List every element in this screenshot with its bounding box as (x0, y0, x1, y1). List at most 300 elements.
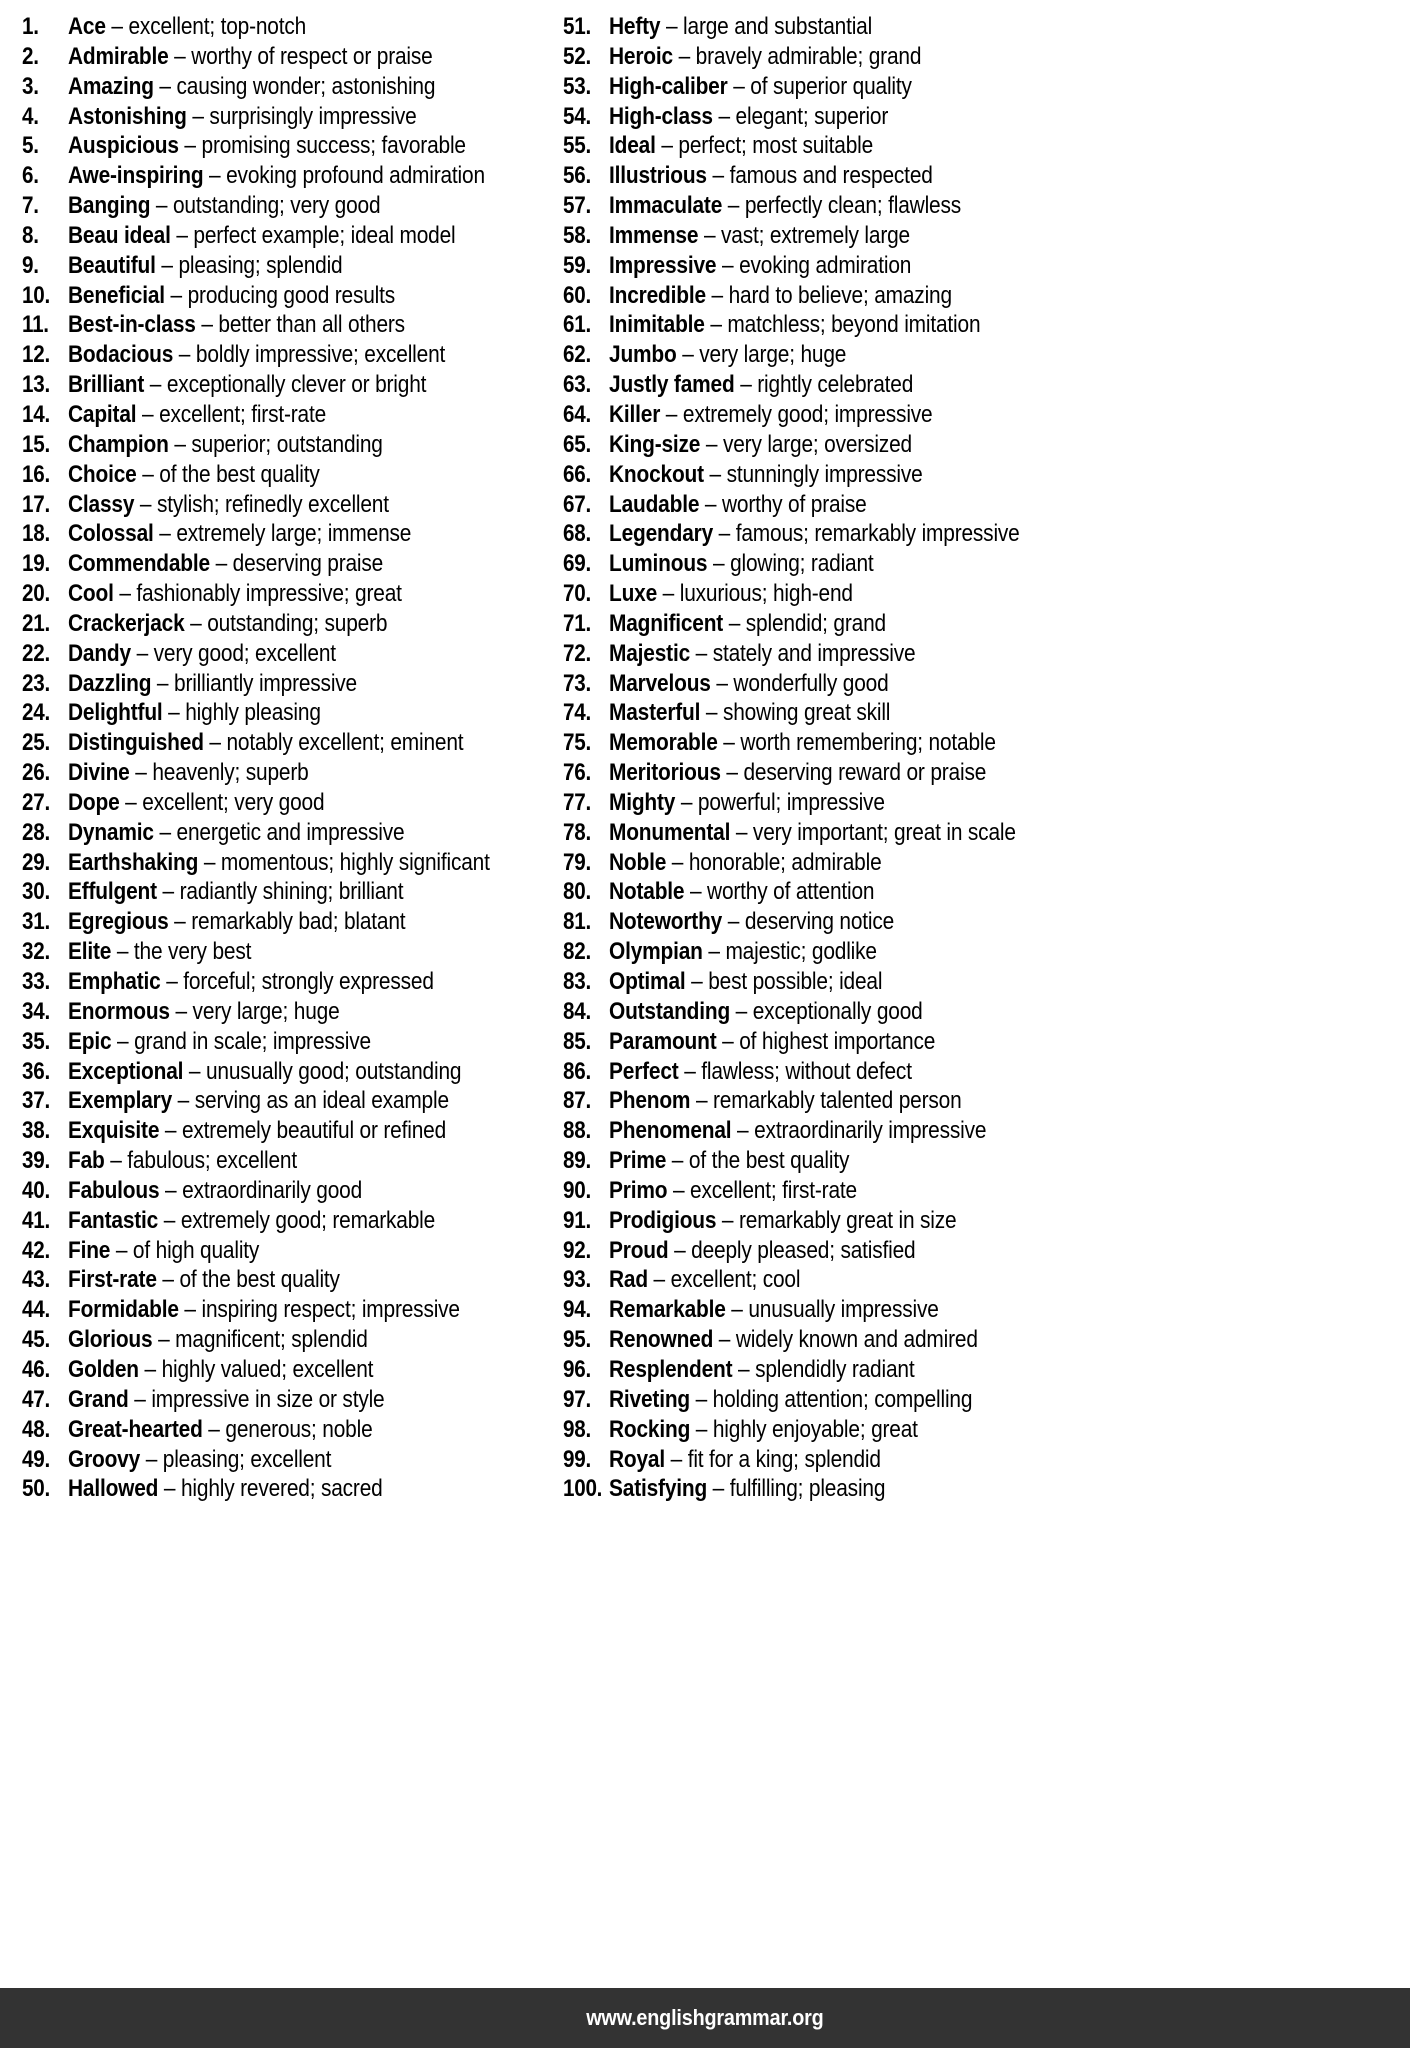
word-list-item-definition: pleasing; splendid (178, 251, 343, 279)
word-list-item-term: Dandy (68, 639, 131, 667)
word-list-item-definition: showing great skill (722, 699, 891, 727)
word-list-item (563, 1385, 1410, 1415)
word-list-item-body (609, 818, 1016, 848)
word-list-item-body (609, 281, 952, 311)
word-list-item-term: Emphatic (68, 968, 161, 995)
word-list-item-number: 93. (563, 1266, 591, 1294)
word-list-item-number: 83. (563, 968, 591, 995)
word-list-item (22, 191, 545, 221)
word-list-item-separator: – (168, 430, 192, 458)
word-list-item-body (68, 310, 405, 340)
word-list-item (563, 698, 1410, 728)
word-list-item-body (609, 72, 912, 102)
word-list-item-definition: highly valued; excellent (161, 1355, 374, 1383)
word-list-item-separator: – (105, 13, 129, 40)
word-list-item-definition: stunningly impressive (726, 460, 923, 488)
word-list-item-definition: splendidly radiant (755, 1355, 915, 1383)
word-list-item-term: Dynamic (68, 818, 154, 846)
word-list-item-number: 18. (22, 520, 50, 548)
word-list-item-term: Egregious (68, 908, 169, 936)
word-list-item (22, 490, 545, 520)
word-list-item-term: Outstanding (609, 997, 731, 1025)
word-list-item-body (609, 1325, 978, 1355)
word-list-item-term: Luxe (609, 580, 658, 608)
word-list-item-body (68, 1325, 368, 1355)
word-list-item-number: 59. (563, 251, 591, 279)
word-list-item-term: Exquisite (68, 1117, 160, 1145)
word-list-item-term: Satisfying (609, 1475, 708, 1503)
word-list-item (563, 490, 1410, 520)
word-list-item-definition: deeply pleased; satisfied (691, 1236, 916, 1264)
word-list-item-definition: vast; extremely large (721, 221, 910, 249)
word-list-item (563, 400, 1410, 430)
word-list-item-definition: producing good results (187, 281, 396, 309)
word-list-item-definition: majestic; godlike (725, 938, 877, 966)
word-list-item-term: Phenomenal (609, 1117, 732, 1145)
word-list-item-number: 27. (22, 788, 50, 816)
word-list-item (563, 1146, 1410, 1176)
word-list-item (22, 609, 545, 639)
word-list-item (22, 758, 545, 788)
word-list-item-body (609, 639, 915, 669)
word-list-item (22, 1206, 545, 1236)
word-list-item-definition: worthy of praise (721, 490, 867, 518)
word-list-item-separator: – (700, 699, 723, 727)
word-list-item-body (609, 1385, 972, 1415)
word-list-item-term: Beau ideal (68, 221, 171, 249)
word-list-item-body (609, 42, 921, 72)
word-list-item-definition: radiantly shining; brilliant (179, 878, 404, 906)
word-list-item-definition: stylish; refinedly excellent (156, 490, 389, 518)
word-list-item (22, 1295, 545, 1325)
word-list-item-body (609, 997, 923, 1027)
word-list-item-separator: – (704, 311, 728, 339)
word-list-item-number: 60. (563, 281, 591, 309)
word-list-item-term: Justly famed (609, 371, 735, 399)
word-list-item-body (68, 102, 417, 132)
word-list-item-number: 73. (563, 669, 591, 697)
word-list-item-number: 94. (563, 1296, 591, 1324)
word-list-item (563, 1116, 1410, 1146)
word-list-item-body (68, 281, 395, 311)
word-list-item-definition: excellent; cool (670, 1266, 801, 1294)
word-list-item (563, 1086, 1410, 1116)
word-list-item (563, 1176, 1410, 1206)
word-list-item-separator: – (685, 968, 709, 995)
word-list-item-separator: – (198, 848, 221, 876)
word-list-item-separator: – (110, 1236, 133, 1264)
word-list-item-number: 3. (22, 72, 39, 100)
word-list-item-term: Remarkable (609, 1296, 726, 1324)
word-list-item-body (609, 519, 1020, 549)
word-list-item-definition: generous; noble (225, 1415, 373, 1443)
word-list-item-separator: – (130, 639, 154, 667)
word-list-item-definition: flawless; without defect (701, 1057, 912, 1085)
word-list-item-definition: forceful; strongly expressed (183, 968, 434, 995)
word-list-item-separator: – (690, 639, 713, 667)
word-list-item (22, 997, 545, 1027)
word-list-item-definition: holding attention; compelling (712, 1385, 973, 1413)
word-list-item-separator: – (134, 490, 157, 518)
word-list-item-separator: – (158, 1206, 181, 1234)
word-list-item-separator: – (140, 1445, 163, 1473)
word-list-item-body (68, 191, 380, 221)
word-list-item-body (68, 698, 321, 728)
word-list-item-separator: – (690, 1087, 714, 1115)
word-list-item-separator: – (111, 1027, 135, 1055)
word-list-item-definition: surprisingly impressive (209, 102, 417, 130)
word-list-item-term: Fine (68, 1236, 111, 1264)
word-list-item-term: Meritorious (609, 759, 721, 787)
word-list-item-definition: very good; excellent (153, 639, 336, 667)
word-list-item-separator: – (184, 609, 208, 637)
word-list-item-definition: fit for a king; splendid (687, 1445, 881, 1473)
word-list-item-definition: brilliantly impressive (174, 669, 357, 697)
word-list-item (22, 221, 545, 251)
word-list-item-term: Champion (68, 430, 169, 458)
word-list-item-number: 49. (22, 1445, 50, 1473)
word-list-item (563, 1415, 1410, 1445)
word-list-item-number: 88. (563, 1117, 591, 1145)
word-list-item-separator: – (684, 878, 708, 906)
word-list-item-body (68, 907, 405, 937)
word-list-item-number: 67. (563, 490, 591, 518)
word-list-item-number: 75. (563, 729, 591, 757)
word-list-item-term: Masterful (609, 699, 701, 727)
word-list-item-term: Optimal (609, 968, 686, 995)
word-list-item-definition: excellent; first-rate (690, 1176, 857, 1204)
word-list-item-term: Notable (609, 878, 685, 906)
word-list-item-body (68, 818, 404, 848)
word-list-item-body (68, 1474, 383, 1504)
word-list-item-separator: – (731, 1117, 755, 1145)
word-list-item-definition: of the best quality (159, 460, 320, 488)
word-list-item (22, 818, 545, 848)
word-list-item-separator: – (655, 132, 679, 160)
word-list-item (563, 340, 1410, 370)
word-list-item-term: Best-in-class (68, 311, 196, 339)
word-list-item-separator: – (700, 430, 723, 458)
word-list-item-term: Jumbo (609, 341, 677, 369)
word-list-item-number: 20. (22, 580, 50, 608)
word-list-item-separator: – (657, 580, 680, 608)
word-list-item-definition: deserving notice (744, 908, 895, 936)
word-list-item-number: 62. (563, 341, 591, 369)
word-list-item (22, 967, 545, 997)
word-list-item-term: Divine (68, 759, 130, 787)
word-list-item-definition: of the best quality (688, 1147, 850, 1175)
word-list-item-body (609, 669, 889, 699)
word-list-item-number: 57. (563, 192, 591, 220)
word-list-item (22, 698, 545, 728)
word-list-item-number: 85. (563, 1027, 591, 1055)
word-list-item-number: 70. (563, 580, 591, 608)
word-list-item-definition: deserving reward or praise (743, 759, 987, 787)
word-list-item-definition: remarkably talented person (713, 1087, 962, 1115)
word-list-item-separator: – (690, 1415, 713, 1443)
word-list-item-definition: hard to believe; amazing (728, 281, 952, 309)
word-list-item-separator: – (660, 13, 684, 40)
word-list-item (563, 460, 1410, 490)
word-list-item (22, 251, 545, 281)
word-list-item-term: First-rate (68, 1266, 157, 1294)
word-list-item-separator: – (667, 1176, 691, 1204)
word-list-item-term: Effulgent (68, 878, 157, 906)
word-list-item-number: 15. (22, 430, 50, 458)
word-list-item-number: 81. (563, 908, 591, 936)
word-list-item (563, 1057, 1410, 1087)
word-list-item (563, 997, 1410, 1027)
word-list-item-number: 58. (563, 221, 591, 249)
word-list-item-separator: – (722, 908, 745, 936)
word-list-item-number: 13. (22, 371, 50, 399)
word-list-item-number: 32. (22, 938, 50, 966)
word-list-item-term: Hallowed (68, 1475, 159, 1503)
word-list-item-term: Formidable (68, 1296, 179, 1324)
word-list-item-body (68, 758, 309, 788)
word-list-item-number: 45. (22, 1326, 50, 1354)
word-list-item-definition: famous and respected (729, 162, 933, 190)
word-list-item-separator: – (730, 997, 753, 1025)
word-list-item-number: 64. (563, 400, 591, 428)
word-list-item-body (609, 251, 911, 281)
word-list-item (22, 1176, 545, 1206)
word-list-item-definition: excellent; first-rate (159, 400, 327, 428)
word-list-item-separator: – (678, 1057, 702, 1085)
word-list-item-definition: exceptionally clever or bright (166, 371, 427, 399)
word-list-item-body (609, 490, 867, 520)
word-list-item-term: Legendary (609, 520, 714, 548)
word-list-item-definition: grand in scale; impressive (134, 1027, 371, 1055)
word-list-item (22, 669, 545, 699)
word-list-item-definition: worthy of respect or praise (191, 42, 433, 70)
word-list-item-body (68, 340, 445, 370)
word-list-item-term: Prime (609, 1147, 667, 1175)
word-list-item-number: 84. (563, 997, 591, 1025)
word-list-item-definition: extremely good; impressive (682, 400, 933, 428)
word-list-item-separator: – (672, 42, 696, 70)
word-list-item-body (609, 102, 888, 132)
word-list-item-separator: – (159, 1176, 183, 1204)
word-list-item-number: 17. (22, 490, 50, 518)
word-list-item-separator: – (209, 550, 233, 578)
word-list-item-definition: very important; great in scale (752, 818, 1016, 846)
word-list-item-separator: – (666, 848, 689, 876)
word-list-item-separator: – (666, 1147, 689, 1175)
word-list-item-body (609, 967, 882, 997)
word-list-item (563, 281, 1410, 311)
word-list-item-body (68, 1385, 385, 1415)
word-list-item-body (68, 1236, 259, 1266)
word-list-item-body (609, 310, 980, 340)
word-list-item-body (609, 1265, 800, 1295)
word-list-item-term: Perfect (609, 1057, 679, 1085)
word-list-item-separator: – (732, 1355, 756, 1383)
word-list-item-definition: bravely admirable; grand (695, 42, 922, 70)
word-list-item (22, 161, 545, 191)
word-list-item (563, 1265, 1410, 1295)
word-list-item-number: 1. (22, 13, 39, 40)
word-list-item-body (609, 698, 890, 728)
word-list-item (22, 639, 545, 669)
word-list-item-body (68, 430, 383, 460)
word-list-item-body (609, 161, 933, 191)
word-list-item-body (609, 1176, 857, 1206)
word-list-item-definition: best possible; ideal (708, 968, 883, 995)
word-list-item-separator: – (160, 968, 184, 995)
word-list-item-term: Golden (68, 1355, 139, 1383)
word-list-item-number: 9. (22, 251, 39, 279)
word-list-item-body (68, 221, 455, 251)
word-list-item (563, 1355, 1410, 1385)
word-list-item-body (609, 400, 933, 430)
word-list-item-term: Majestic (609, 639, 691, 667)
word-list-item-separator: – (203, 162, 227, 190)
word-list-item-definition: glowing; radiant (730, 550, 874, 578)
word-list-item-separator: – (168, 908, 192, 936)
word-list-item-definition: extraordinarily impressive (754, 1117, 987, 1145)
word-list-item-separator: – (730, 818, 753, 846)
word-list-item-separator: – (734, 371, 758, 399)
word-list-item-term: Amazing (68, 72, 154, 100)
word-list-item-separator: – (664, 1445, 688, 1473)
word-list-item (22, 430, 545, 460)
word-list-item-number: 26. (22, 759, 50, 787)
word-list-item (563, 251, 1410, 281)
word-list-item-separator: – (713, 520, 736, 548)
word-list-item-separator: – (676, 341, 700, 369)
word-list-item-definition: better than all others (218, 311, 405, 339)
word-list-item (22, 12, 545, 42)
word-list-item-body (68, 370, 426, 400)
word-list-item-definition: notably excellent; eminent (226, 729, 464, 757)
word-list-item (22, 1474, 545, 1504)
word-list-item-separator: – (725, 1296, 749, 1324)
word-list-item-term: Delightful (68, 699, 163, 727)
word-list-item-definition: wonderfully good (733, 669, 889, 697)
word-list-item-definition: splendid; grand (745, 609, 886, 637)
word-list-item-definition: extremely good; remarkable (180, 1206, 436, 1234)
word-list-item-term: Luminous (609, 550, 708, 578)
word-list-item-separator: – (712, 102, 736, 130)
word-list-item-number: 31. (22, 908, 50, 936)
word-list-item-number: 33. (22, 968, 50, 995)
word-list-item-separator: – (153, 818, 177, 846)
word-list-item-definition: impressive in size or style (151, 1385, 385, 1413)
word-list-item-definition: excellent; very good (142, 788, 325, 816)
word-list-item-term: Crackerjack (68, 609, 185, 637)
word-list-item (22, 400, 545, 430)
word-list-item-term: Riveting (609, 1385, 690, 1413)
word-list-item-number: 21. (22, 609, 50, 637)
word-list-item-separator: – (668, 1236, 692, 1264)
word-list-item-term: Beneficial (68, 281, 165, 309)
word-list-item-body (609, 1474, 885, 1504)
word-list-item-term: Hefty (609, 13, 661, 40)
word-list-item-term: Distinguished (68, 729, 204, 757)
word-list-item-body (68, 877, 403, 907)
word-list-item-body (68, 1415, 373, 1445)
word-list-item-body (68, 997, 340, 1027)
word-list-item-separator: – (706, 162, 730, 190)
word-list-item (22, 281, 545, 311)
word-list-item (22, 1355, 545, 1385)
word-list-item-definition: extraordinarily good (182, 1176, 363, 1204)
word-list-item-definition: large and substantial (683, 13, 873, 40)
word-list-item-body (609, 877, 874, 907)
word-list-item (22, 460, 545, 490)
word-list-item (563, 907, 1410, 937)
word-list-item-body (68, 519, 411, 549)
word-list-item-term: Earthshaking (68, 848, 199, 876)
word-list-item-term: Noteworthy (609, 908, 723, 936)
word-list-item-body (68, 1355, 373, 1385)
word-list-item-definition: worthy of attention (707, 878, 875, 906)
word-list-item-definition: energetic and impressive (176, 818, 405, 846)
word-list-item (22, 519, 545, 549)
word-list-item-separator: – (723, 609, 746, 637)
word-list-item-definition: powerful; impressive (697, 788, 885, 816)
word-list-item-number: 61. (563, 311, 591, 339)
word-list-item-number: 51. (563, 13, 591, 40)
word-list-item-number: 35. (22, 1027, 50, 1055)
word-list-item-number: 80. (563, 878, 591, 906)
word-list-item-term: Classy (68, 490, 135, 518)
word-list-item-term: Admirable (68, 42, 169, 70)
word-list-item-body (68, 460, 320, 490)
word-list-item (563, 131, 1410, 161)
word-list-item-term: Impressive (609, 251, 717, 279)
word-list-item-separator: – (151, 669, 175, 697)
word-list-item-definition: causing wonder; astonishing (176, 72, 436, 100)
word-list-item (563, 1325, 1410, 1355)
word-list-item-number: 46. (22, 1355, 50, 1383)
word-list-item-definition: promising success; favorable (201, 132, 466, 160)
word-list-column-left (0, 12, 545, 1504)
word-list-item-separator: – (702, 938, 726, 966)
word-list-item-separator: – (129, 759, 153, 787)
word-list-item-separator: – (183, 1057, 206, 1085)
word-list-item-separator: – (195, 311, 219, 339)
word-list-item-body (609, 1415, 918, 1445)
word-list-item-body (609, 758, 986, 788)
word-list-item-definition: heavenly; superb (152, 759, 309, 787)
word-list-item-body (609, 609, 886, 639)
word-list-item-separator: – (136, 460, 160, 488)
word-list-item-number: 43. (22, 1266, 50, 1294)
word-list-item (563, 579, 1410, 609)
word-list-item-definition: remarkably great in size (739, 1206, 957, 1234)
word-list-item-body (68, 42, 433, 72)
word-list-item-number: 63. (563, 371, 591, 399)
word-list-item-separator: – (153, 72, 177, 100)
word-list-item-term: Great-hearted (68, 1415, 203, 1443)
word-list-item-body (68, 788, 324, 818)
word-list-item-body (68, 490, 389, 520)
word-list-item (22, 907, 545, 937)
word-list-item-number: 7. (22, 192, 39, 220)
word-list-item-body (609, 848, 882, 878)
word-list-item-term: Resplendent (609, 1355, 733, 1383)
word-list-item (22, 1116, 545, 1146)
word-list-item-body (68, 1176, 362, 1206)
word-list-item-definition: fashionably impressive; great (136, 580, 402, 608)
word-list-item-definition: outstanding; very good (172, 192, 381, 220)
word-list-item-separator: – (713, 1326, 736, 1354)
word-list-item-separator: – (178, 1296, 202, 1324)
word-list-item-separator: – (186, 102, 210, 130)
word-list-item-separator: – (689, 1385, 713, 1413)
